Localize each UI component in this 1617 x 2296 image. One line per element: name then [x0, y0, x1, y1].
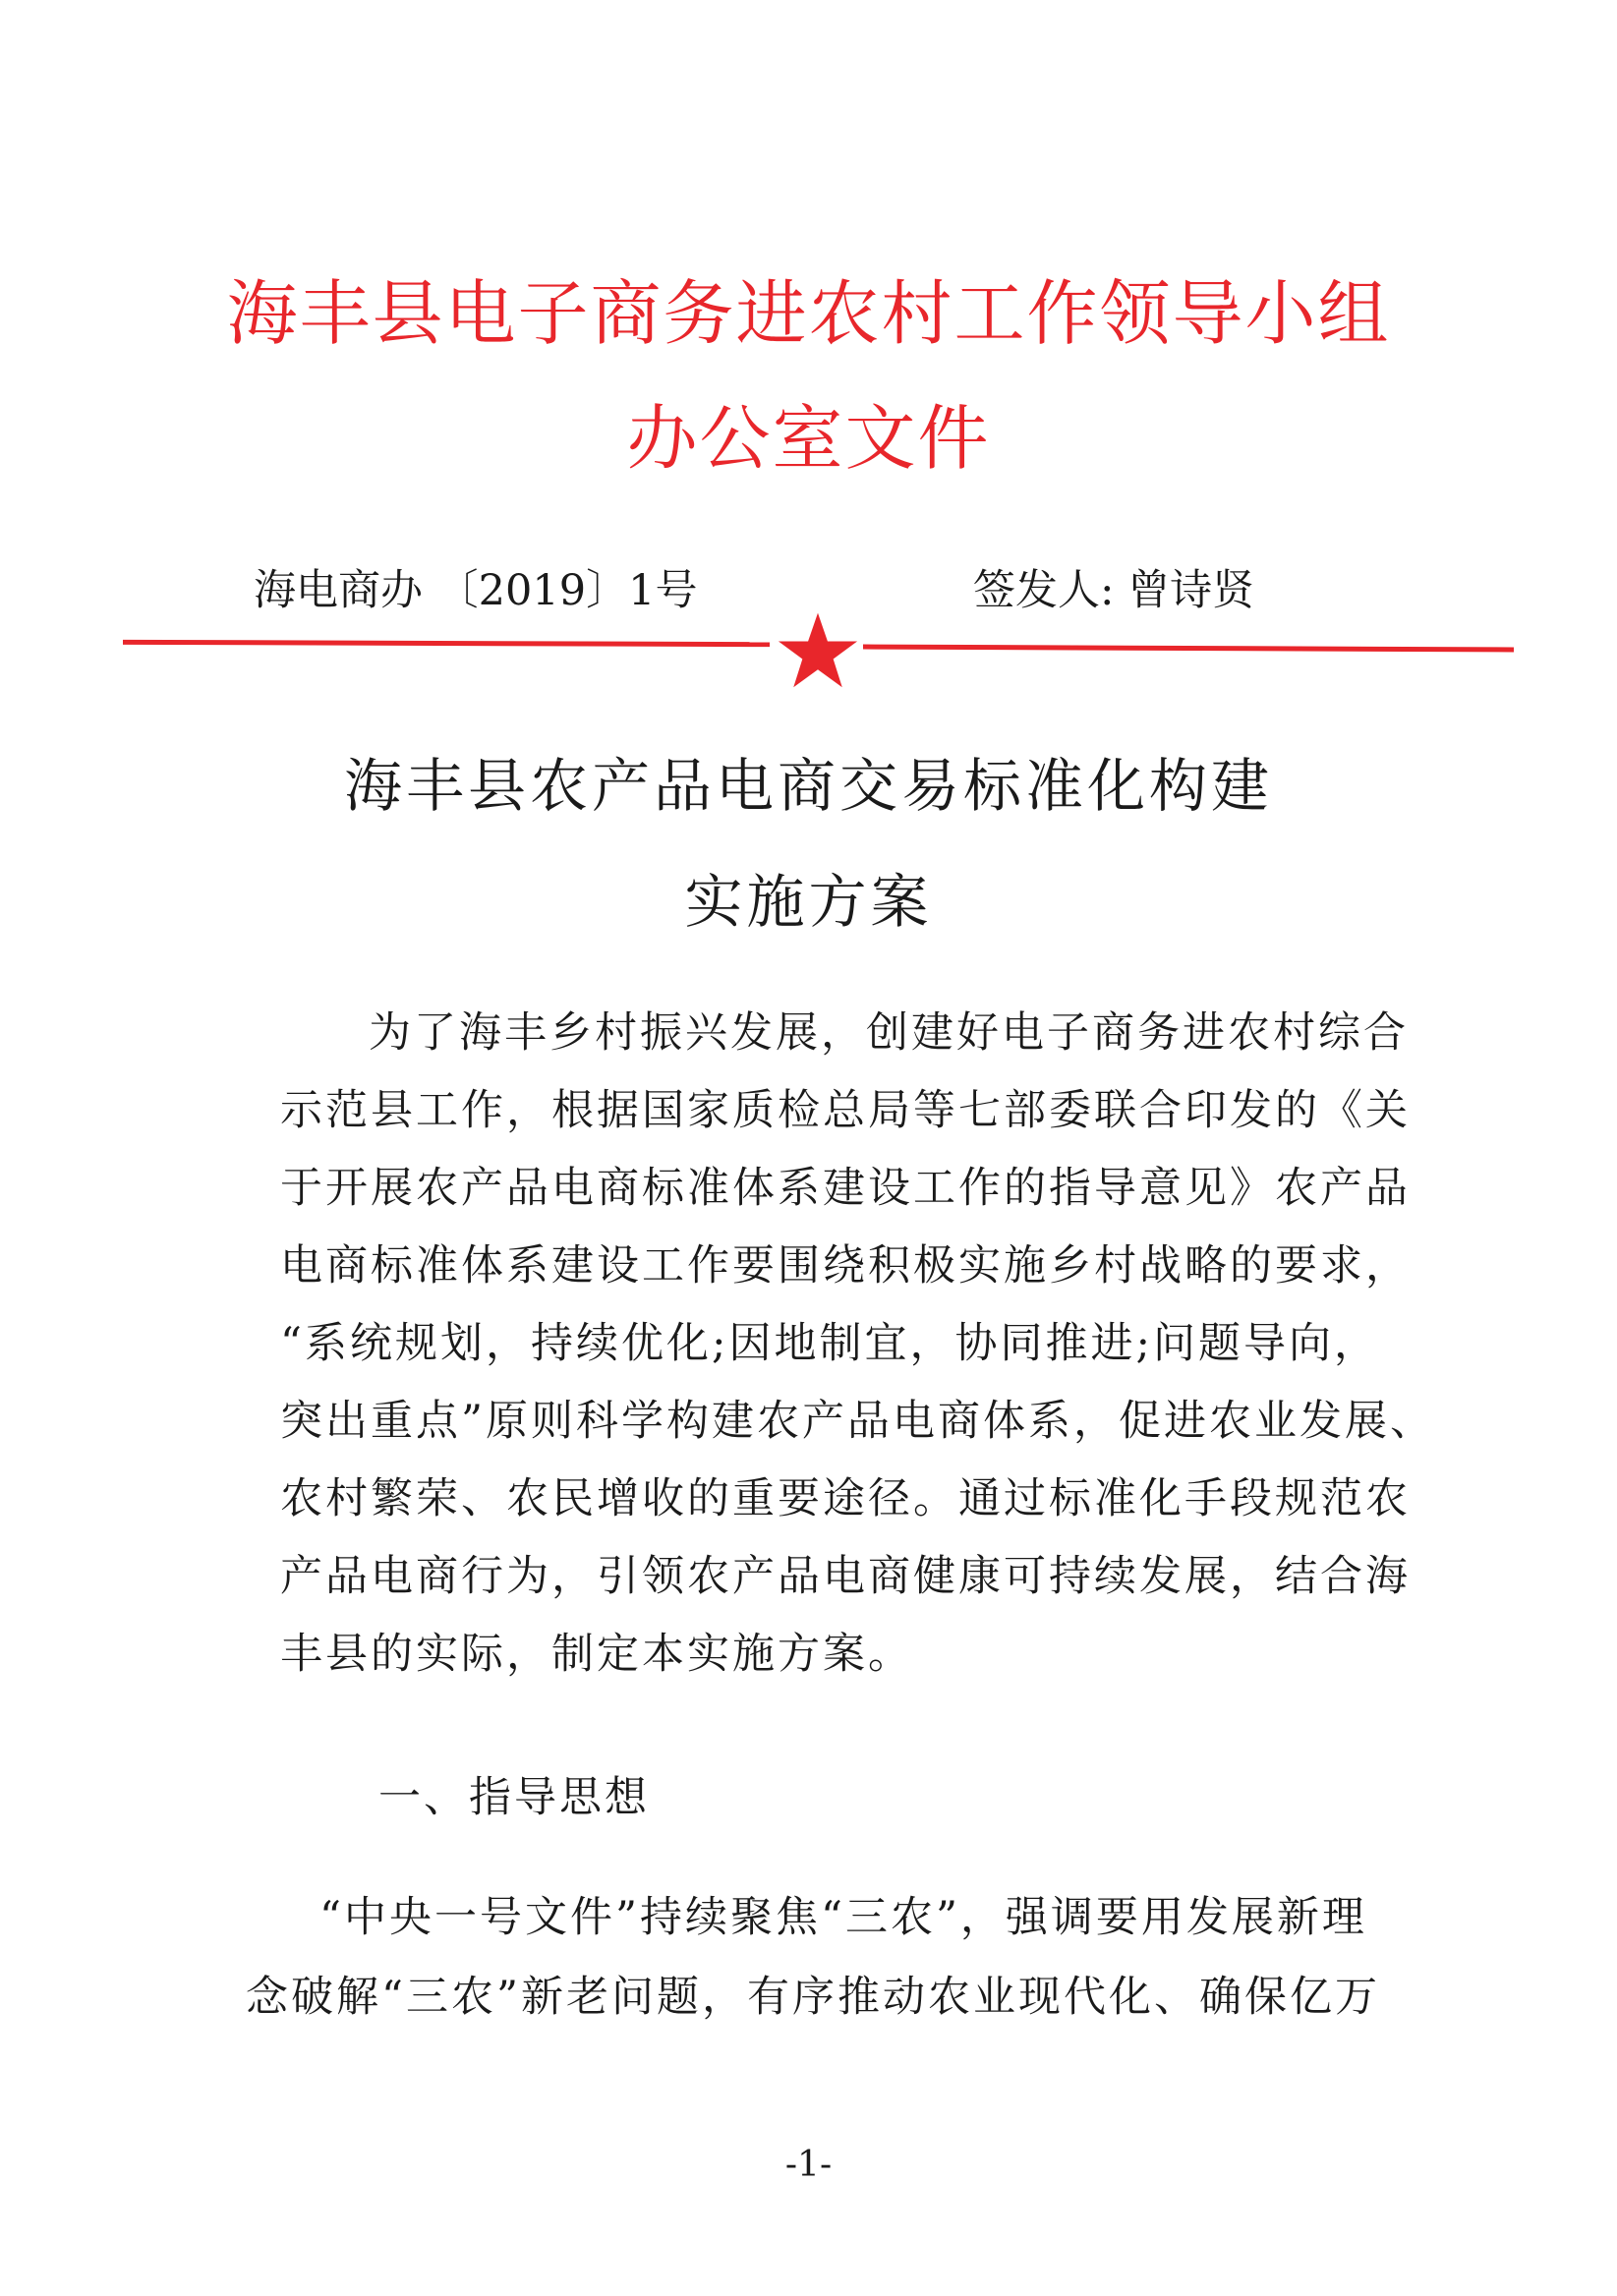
page-number: -1-: [784, 2145, 833, 2185]
document-number: 海电商办 〔2019〕1号: [254, 566, 698, 615]
body-paragraph-line: “中央一号文件”持续聚焦“三农”，强调要用发展新理: [319, 1893, 1367, 1942]
red-star-icon: [775, 611, 861, 690]
body-paragraph-line: 示范县工作，根据国家质检总局等七部委联合印发的《关: [280, 1086, 1411, 1135]
document-title-line1: 海丰县农产品电商交易标准化构建: [343, 752, 1273, 820]
org-header-line1: 海丰县电子商务进农村工作领导小组: [226, 272, 1391, 355]
red-rule-left: [123, 640, 770, 647]
section-heading: 一、指导思想: [378, 1773, 650, 1822]
document-signer: 签发人: 曾诗贤: [973, 566, 1255, 615]
red-rule-right: [863, 645, 1514, 653]
body-paragraph-line: 于开展农产品电商标准体系建设工作的指导意见》农产品: [280, 1164, 1411, 1213]
body-paragraph-line: 念破解“三农”新老问题，有序推动农业现代化、确保亿万: [246, 1973, 1380, 2022]
org-header-line2: 办公室文件: [626, 397, 991, 480]
body-paragraph-line: 丰县的实际，制定本实施方案。: [280, 1630, 913, 1679]
body-paragraph-line: 电商标准体系建设工作要围绕积极实施乡村战略的要求，: [280, 1241, 1411, 1291]
body-paragraph-line: 农村繁荣、农民增收的重要途径。通过标准化手段规范农: [280, 1474, 1411, 1523]
body-paragraph-line: “系统规划，持续优化;因地制宜，协同推进;问题导向，: [280, 1319, 1379, 1368]
body-paragraph-line: 突出重点”原则科学构建农产品电商体系，促进农业发展、: [280, 1397, 1435, 1446]
document-title-line2: 实施方案: [684, 868, 933, 936]
body-paragraph-line: 为了海丰乡村振兴发展，创建好电子商务进农村综合: [369, 1008, 1409, 1058]
body-paragraph-line: 产品电商行为，引领农产品电商健康可持续发展，结合海: [280, 1552, 1411, 1601]
